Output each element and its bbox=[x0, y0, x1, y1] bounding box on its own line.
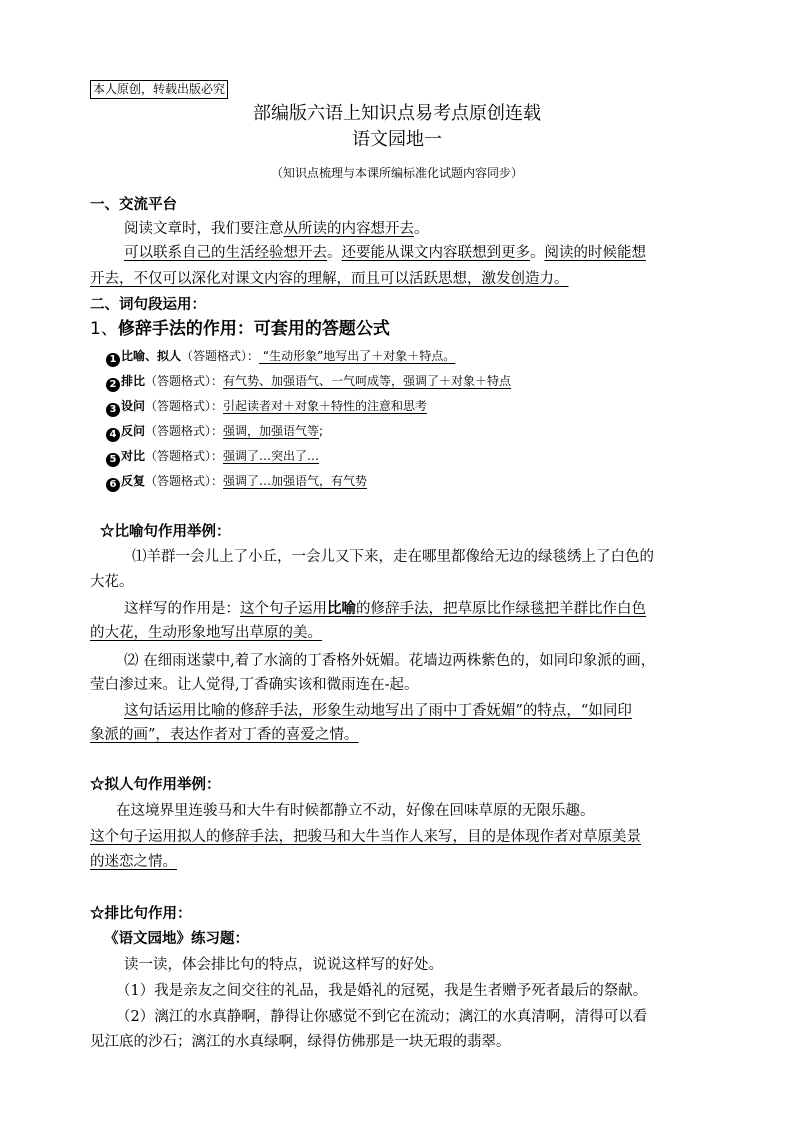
paragraph-line: （1）我是亲友之间交往的礼品，我是婚礼的冠冕，我是生者赠予死者最后的祭献。 bbox=[116, 983, 648, 999]
paragraph-line: 莹白渗过来。让人觉得,丁香确实该和微雨连在-起。 bbox=[90, 677, 419, 693]
paragraph-line: 读一读，体会排比句的特点，说说这样写的好处。 bbox=[124, 957, 443, 973]
paragraph-line: 象派的画”，表达作者对丁香的喜爱之情。 bbox=[90, 727, 359, 743]
rhetoric-formula-title: 1、修辞手法的作用：可套用的答题公式 bbox=[90, 319, 390, 339]
paragraph-line: ⑵ 在细雨迷蒙中,着了水滴的丁香格外妩媚。花墙边两株紫色的，如同印象派的画， bbox=[124, 653, 656, 669]
paragraph-line: 可以联系自己的生活经验想开去。还要能从课文内容联想到更多。阅读的时候能想 bbox=[124, 245, 646, 261]
circled-number-icon: 3 bbox=[106, 403, 120, 417]
paragraph-line: 大花。 bbox=[90, 574, 134, 590]
exercise-subheading: 《语文园地》练习题： bbox=[104, 930, 249, 947]
sub-title: 语文园地一 bbox=[352, 129, 442, 150]
paragraph-line: 见江底的沙石；漓江的水真绿啊，绿得仿佛那是一块无瑕的翡翠。 bbox=[90, 1034, 511, 1050]
formula-item: 1 比喻、拟人（答题格式）： “生动形象”地写出了＋对象＋特点。 bbox=[106, 347, 455, 367]
paragraph-line: ⑴羊群一会儿上了小丘，一会儿又下来，走在哪里都像给无边的绿毯绣上了白色的 bbox=[132, 549, 654, 565]
paragraph-line: 开去，不仅可以深化对课文内容的理解，而且可以活跃思想，激发创造力。 bbox=[90, 271, 569, 287]
paragraph-line: 的迷恋之情。 bbox=[90, 854, 177, 870]
paragraph-line: 这样写的作用是：这个句子运用比喻的修辞手法，把草原比作绿毯把羊群比作白色 bbox=[124, 600, 646, 617]
formula-item: 4 反问（答题格式）：强调，加强语气等; bbox=[106, 422, 323, 442]
circled-number-icon: 2 bbox=[106, 378, 120, 392]
personification-heading: ☆拟人句作用举例： bbox=[90, 776, 221, 793]
formula-item: 6 反复（答题格式）：强调了…加强语气，有气势 bbox=[106, 472, 367, 492]
paragraph-line: 的大花，生动形象地写出草原的美。 bbox=[90, 625, 322, 641]
circled-number-icon: 1 bbox=[106, 353, 120, 367]
formula-item: 5 对比（答题格式）：强调了…突出了… bbox=[106, 447, 319, 467]
parallelism-heading: ☆排比句作用： bbox=[90, 905, 192, 922]
paragraph-line: 这句话运用比喻的修辞手法，形象生动地写出了雨中丁香妩媚”的特点，“如同印 bbox=[124, 703, 632, 719]
formula-item: 3 设问（答题格式）：引起读者对＋对象＋特性的注意和思考 bbox=[106, 397, 427, 417]
circled-number-icon: 6 bbox=[106, 478, 120, 492]
circled-number-icon: 5 bbox=[106, 453, 120, 467]
section-heading-usage: 二、词句段运用： bbox=[90, 296, 206, 313]
title-note: （知识点梳理与本课所编标准化试题内容同步） bbox=[270, 166, 523, 180]
main-title: 部编版六语上知识点易考点原创连载 bbox=[253, 103, 541, 124]
paragraph-line: 这个句子运用拟人的修辞手法，把骏马和大牛当作人来写，目的是体现作者对草原美景 bbox=[90, 829, 641, 845]
paragraph-line: （2）漓江的水真静啊，静得让你感觉不到它在流动；漓江的水真清啊，清得可以看 bbox=[116, 1009, 648, 1025]
copyright-stamp: 本人原创，转载出版必究 bbox=[90, 80, 228, 99]
paragraph-line: 阅读文章时，我们要注意从所读的内容想开去。 bbox=[124, 221, 429, 237]
formula-item: 2 排比（答题格式）：有气势、加强语气、一气呵成等，强调了＋对象＋特点 bbox=[106, 372, 511, 392]
section-heading-exchange: 一、交流平台 bbox=[90, 196, 177, 213]
circled-number-icon: 4 bbox=[106, 428, 120, 442]
paragraph-line: 在这境界里连骏马和大牛有时候都静立不动，好像在回味草原的无限乐趣。 bbox=[116, 803, 595, 819]
metaphor-heading: ☆比喻句作用举例： bbox=[100, 523, 231, 540]
